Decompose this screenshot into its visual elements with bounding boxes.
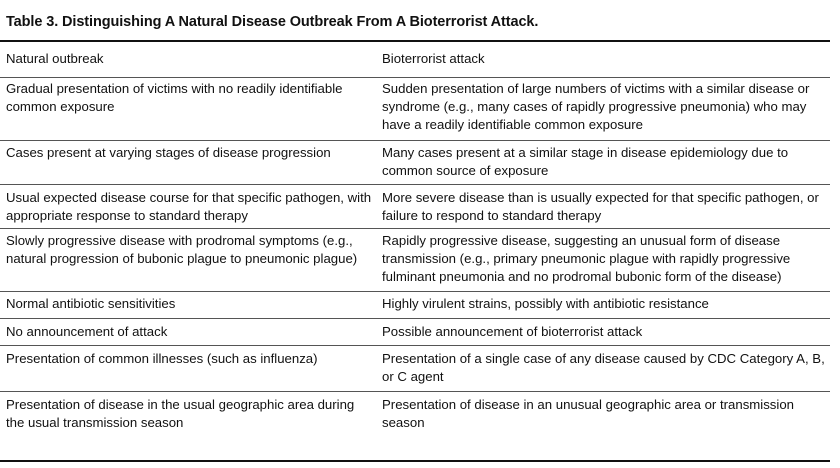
table-row <box>0 184 830 228</box>
cell-natural: Slowly progressive disease with prodromal symptoms (e.g., natural progression of bubonic plague to pneumonic plague) <box>0 228 382 291</box>
cell-natural: Normal antibiotic sensitivities <box>0 291 382 318</box>
cell-natural: Presentation of disease in the usual geographic area during the usual transmission season <box>6 396 355 430</box>
cell-bioterrorist: Presentation of a single case of any disease caused by CDC Category A, B, or C agent <box>382 345 830 391</box>
table-row <box>0 77 830 140</box>
table-row <box>0 140 830 184</box>
table-title: Table 3. Distinguishing A Natural Disease Outbreak From A Bioterrorist Attack. <box>6 14 539 30</box>
cell-bioterrorist: Many cases present at a similar stage in disease epidemiology due to common source of exposure <box>382 140 830 184</box>
cell-natural: Gradual presentation of victims with no readily identifiable common exposure <box>0 77 382 140</box>
header-natural-outbreak: Natural outbreak <box>0 42 382 77</box>
bottom-rule <box>0 460 830 462</box>
cell-bioterrorist: Highly virulent strains, possibly with antibiotic resistance <box>382 291 830 318</box>
cell-natural: No announcement of attack <box>0 318 382 345</box>
table-header-row <box>0 42 830 77</box>
cell-natural: Presentation of common illnesses (such as influenza) <box>0 345 382 391</box>
cell-bioterrorist: Sudden presentation of large numbers of victims with a similar disease or syndrome (e.g., many cases of rapidly progressive pneumonia) who may have a readily identifiable common exposure <box>382 77 830 140</box>
cell-bioterrorist: Rapidly progressive disease, suggesting an unusual form of disease transmission (e.g., primary pneumonic plague with rapidly progressive fulminant pneumonia and no prodromal bubonic form of the disease) <box>382 228 830 291</box>
cell-bioterrorist: Presentation of disease in an unusual geographic area or transmission season <box>382 396 794 430</box>
cell-natural: Cases present at varying stages of disease progression <box>0 140 382 184</box>
cell-bioterrorist: More severe disease than is usually expected for that specific pathogen, or failure to respond to standard therapy <box>382 184 830 228</box>
table-row <box>0 345 830 391</box>
header-bioterrorist-attack: Bioterrorist attack <box>382 42 830 77</box>
table-row <box>0 228 830 291</box>
cell-bioterrorist: Possible announcement of bioterrorist attack <box>382 318 830 345</box>
table-row <box>0 291 830 318</box>
table-row <box>0 391 830 439</box>
comparison-table <box>0 42 830 439</box>
cell-natural: Usual expected disease course for that specific pathogen, with appropriate response to standard therapy <box>0 184 382 228</box>
table-row <box>0 318 830 345</box>
